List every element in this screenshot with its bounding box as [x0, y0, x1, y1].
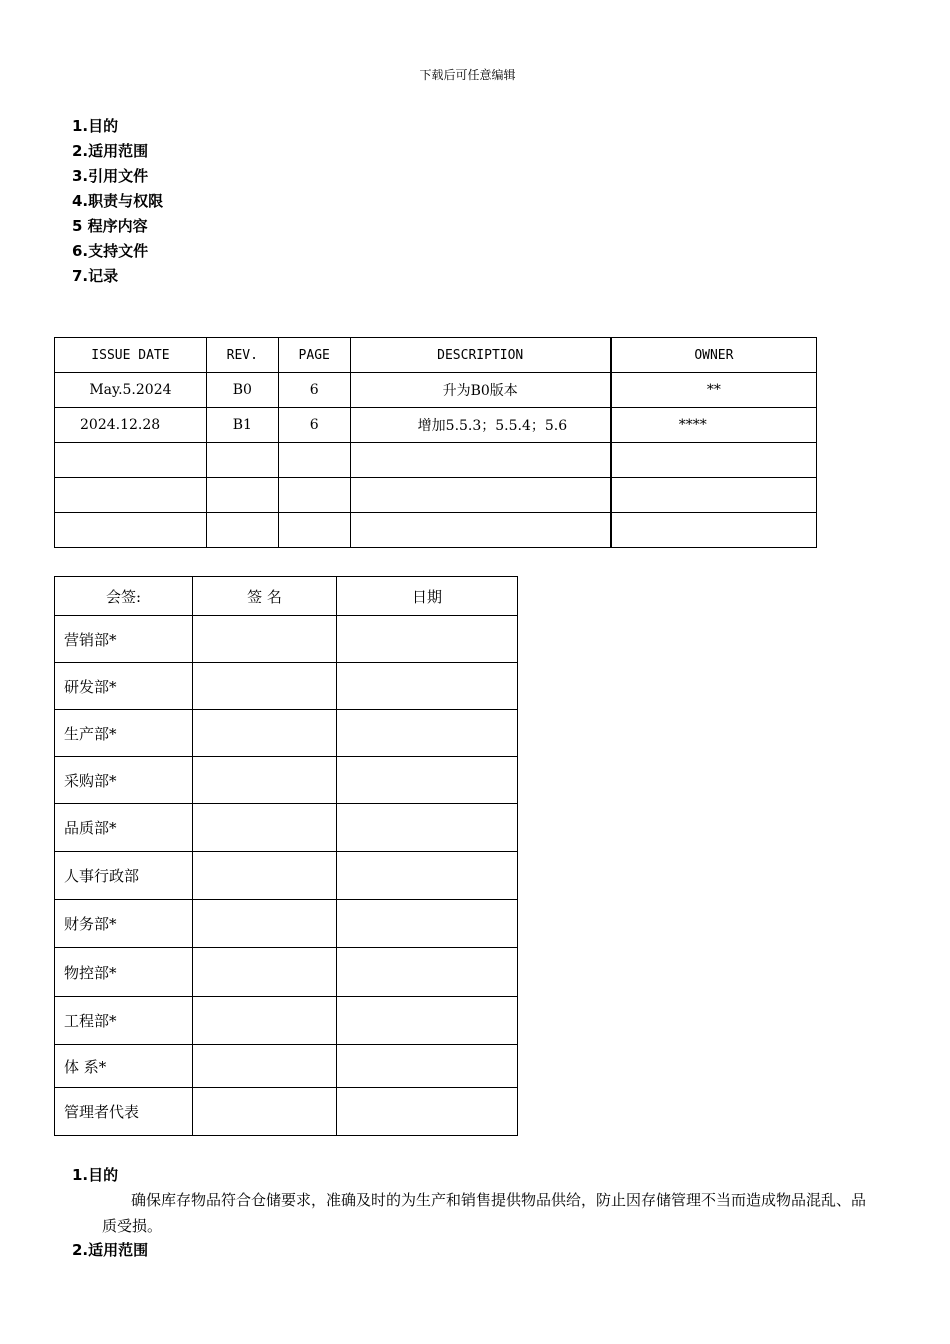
department-cell: 采购部* — [55, 757, 193, 804]
department-cell: 人事行政部 — [55, 852, 193, 900]
signoff-header-row — [55, 577, 518, 616]
issue-date-cell: May.5.2024 — [55, 373, 207, 408]
toc-item: 3.引用文件 — [72, 167, 149, 185]
date-cell — [337, 757, 518, 804]
owner-cell — [611, 478, 817, 513]
table-row — [55, 852, 518, 900]
toc-item: 6.支持文件 — [72, 242, 149, 260]
table-of-contents — [72, 114, 163, 289]
header-cell-issue-date: ISSUE DATE — [55, 338, 207, 373]
page-cell — [278, 443, 350, 478]
signature-cell — [193, 663, 337, 710]
department-cell: 管理者代表 — [55, 1088, 193, 1136]
description-cell — [350, 478, 611, 513]
header-cell-date: 日期 — [337, 577, 518, 616]
header-cell-owner: OWNER — [611, 338, 817, 373]
toc-item: 2.适用范围 — [72, 142, 149, 160]
date-cell — [337, 997, 518, 1045]
table-row — [55, 663, 518, 710]
table-row — [55, 408, 817, 443]
date-cell — [337, 1088, 518, 1136]
department-cell: 研发部* — [55, 663, 193, 710]
table-row — [55, 478, 817, 513]
table-row — [55, 900, 518, 948]
issue-date-cell — [55, 478, 207, 513]
department-cell: 生产部* — [55, 710, 193, 757]
toc-item: 4.职责与权限 — [72, 192, 164, 210]
rev-cell: B1 — [206, 408, 278, 443]
rev-cell — [206, 513, 278, 548]
rev-cell: B0 — [206, 373, 278, 408]
owner-cell: ** — [611, 373, 817, 408]
table-row — [55, 1045, 518, 1088]
page-cell — [278, 513, 350, 548]
toc-item: 7.记录 — [72, 267, 119, 285]
date-cell — [337, 663, 518, 710]
signature-cell — [193, 710, 337, 757]
table-row — [55, 1088, 518, 1136]
page-cell: 6 — [278, 408, 350, 443]
signoff-table — [54, 576, 518, 1136]
section-1-body: 确保库存物品符合仓储要求，准确及时的为生产和销售提供物品供给，防止因存储管理不当而造成物品混乱、品质受损。 — [102, 1191, 867, 1235]
header-cell-page: PAGE — [278, 338, 350, 373]
revision-table — [54, 337, 817, 548]
signature-cell — [193, 616, 337, 663]
department-cell: 财务部* — [55, 900, 193, 948]
date-cell — [337, 852, 518, 900]
revision-header-row — [55, 338, 817, 373]
date-cell — [337, 948, 518, 997]
description-cell: 升为B0版本 — [350, 373, 611, 408]
table-row — [55, 757, 518, 804]
description-cell — [350, 513, 611, 548]
header-note: 下载后可任意编辑 — [419, 68, 516, 82]
signature-cell — [193, 804, 337, 852]
table-row — [55, 513, 817, 548]
date-cell — [337, 804, 518, 852]
header-cell-countersign: 会签: — [55, 577, 193, 616]
toc-item: 1.目的 — [72, 117, 119, 135]
signature-cell — [193, 1045, 337, 1088]
signature-cell — [193, 997, 337, 1045]
department-cell: 体 系* — [55, 1045, 193, 1088]
table-row — [55, 710, 518, 757]
header-cell-rev: REV. — [206, 338, 278, 373]
table-row — [55, 997, 518, 1045]
date-cell — [337, 1045, 518, 1088]
rev-cell — [206, 443, 278, 478]
date-cell — [337, 616, 518, 663]
department-cell: 营销部* — [55, 616, 193, 663]
page-cell: 6 — [278, 373, 350, 408]
table-row — [55, 443, 817, 478]
signature-cell — [193, 852, 337, 900]
description-cell: 增加5.5.3；5.5.4；5.6 — [350, 408, 611, 443]
table-row — [55, 804, 518, 852]
department-cell: 品质部* — [55, 804, 193, 852]
page-cell — [278, 478, 350, 513]
date-cell — [337, 710, 518, 757]
owner-cell — [611, 443, 817, 478]
owner-cell: **** — [611, 408, 817, 443]
section-1-heading: 1.目的 — [72, 1166, 119, 1184]
department-cell: 物控部* — [55, 948, 193, 997]
description-cell — [350, 443, 611, 478]
header-cell-signature: 签 名 — [193, 577, 337, 616]
issue-date-cell — [55, 443, 207, 478]
toc-item: 5 程序内容 — [72, 217, 148, 235]
table-row — [55, 373, 817, 408]
issue-date-cell: 2024.12.28 — [55, 408, 207, 443]
signature-cell — [193, 1088, 337, 1136]
table-row — [55, 948, 518, 997]
signature-cell — [193, 948, 337, 997]
issue-date-cell — [55, 513, 207, 548]
department-cell: 工程部* — [55, 997, 193, 1045]
rev-cell — [206, 478, 278, 513]
table-row — [55, 616, 518, 663]
section-2-heading: 2.适用范围 — [72, 1241, 149, 1259]
signature-cell — [193, 900, 337, 948]
owner-cell — [611, 513, 817, 548]
header-cell-description: DESCRIPTION — [350, 338, 611, 373]
date-cell — [337, 900, 518, 948]
signature-cell — [193, 757, 337, 804]
